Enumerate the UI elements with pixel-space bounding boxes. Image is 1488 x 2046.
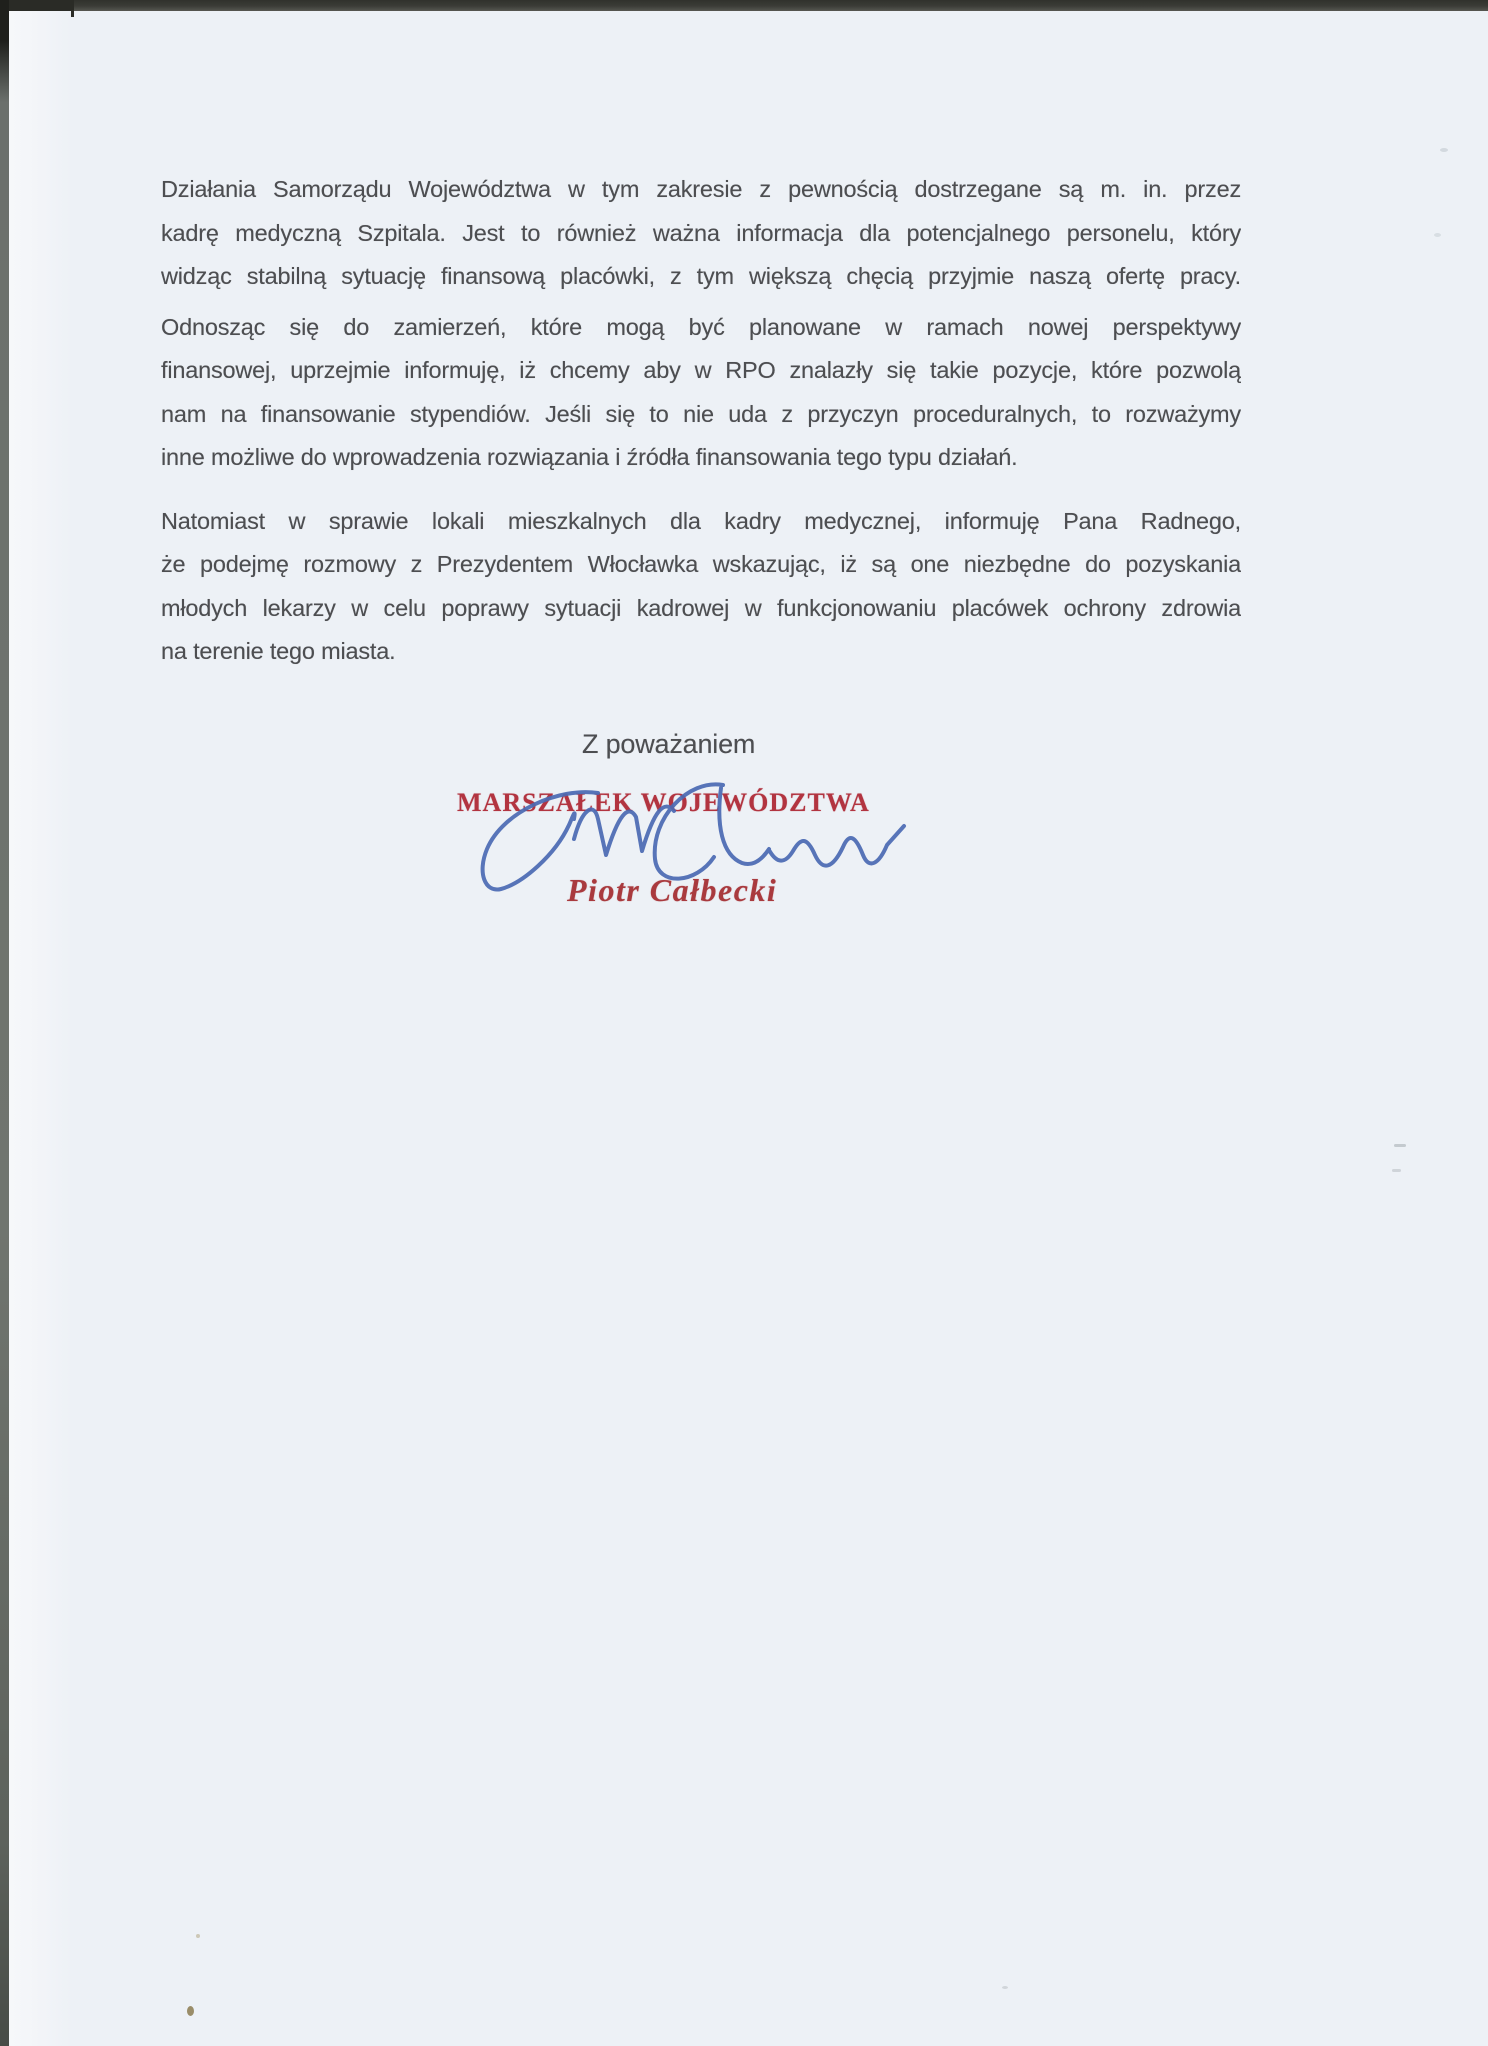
text-line: inne możliwe do wprowadzenia rozwiązania i źródła finansowania tego typu działań.	[161, 444, 1018, 470]
text-line: na terenie tego miasta.	[161, 638, 396, 664]
scan-edge-top	[0, 0, 1488, 11]
letter-body	[161, 168, 1241, 681]
stamp-title: MARSZAŁEK WOJEWÓDZTWA	[457, 788, 870, 817]
text-line: nam na finansowanie stypendiów. Jeśli się to nie uda z przyczyn proceduralnych, to rozważymy	[161, 400, 1241, 427]
paper-speck	[196, 1934, 200, 1938]
paper-speck	[1394, 1144, 1406, 1147]
text-line: młodych lekarzy w celu poprawy sytuacji kadrowej w funkcjonowaniu placówek ochrony zdrowia	[161, 594, 1241, 621]
scan-edge-left	[0, 0, 9, 2046]
text-line: finansowej, uprzejmie informuję, iż chcemy aby w RPO znalazły się takie pozycje, które pozwolą	[161, 357, 1241, 383]
text-line: Natomiast w sprawie lokali mieszkalnych dla kadry medycznej, informuję Pana Radnego,	[161, 507, 1241, 534]
paragraph	[161, 500, 1241, 674]
paragraph	[161, 168, 1241, 299]
paper-speck	[1392, 1169, 1401, 1172]
text-line: kadrę medyczną Szpitala. Jest to również ważna informacja dla potencjalnego personelu, który	[161, 219, 1241, 246]
paper-speck	[1440, 148, 1448, 152]
text-line: Działania Samorządu Województwa w tym zakresie z pewnością dostrzegane są m. in. przez	[161, 176, 1241, 202]
paper-speck	[187, 2006, 194, 2016]
closing-phrase: Z poważaniem	[582, 729, 756, 759]
paragraph	[161, 306, 1241, 480]
text-line: Odnosząc się do zamierzeń, które mogą być planowane w ramach nowej perspektywy	[161, 313, 1241, 340]
paper-speck	[1434, 233, 1441, 237]
text-line: widząc stabilną sytuację finansową placówki, z tym większą chęcią przyjmie naszą ofertę pracy.	[161, 263, 1241, 289]
text-line: że podejmę rozmowy z Prezydentem Włocławka wskazując, iż są one niezbędne do pozyskania	[161, 551, 1241, 577]
paper-speck	[1002, 1986, 1008, 1989]
paper-left-edge-highlight	[9, 11, 71, 2046]
signed-name: Piotr Całbecki	[567, 872, 778, 908]
